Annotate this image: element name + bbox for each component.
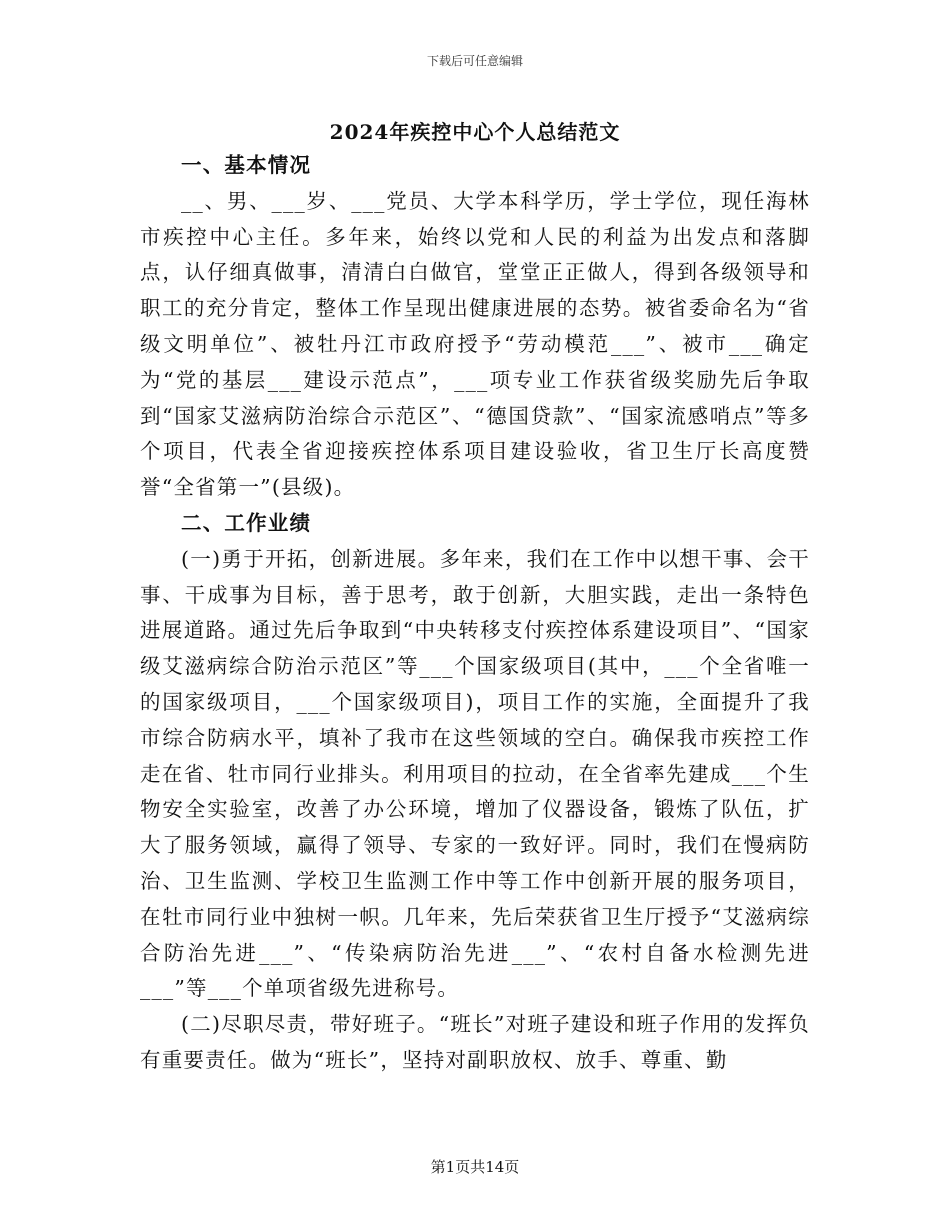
document-body [140,148,810,1079]
page-footer: 第1页共14页 [430,1158,520,1176]
header-note: 下载后可任意编辑 [426,54,523,68]
section-heading-basic-info: 一、基本情况 [181,153,312,177]
paragraph-innovation: (一)勇于开拓，创新进展。多年来，我们在工作中以想干事、会干事、干成事为目标，善于思考，敢于创新，大胆实践，走出一条特色进展道路。通过先后争取到“中央转移支付疾控体系建设项目”、“国家级艾滋病综合防治示范区”等___个国家级项目(其中，___个全省唯一的国家级项目，___个国家级项目)，项目工作的实施，全面提升了我市综合防病水平，填补了我市在这些领域的空白。确保我市疾控工作走在省、牡市同行业排头。利用项目的拉动，在全省率先建成___个生物安全实验室，改善了办公环境，增加了仪器设备，锻炼了队伍，扩大了服务领域，赢得了领导、专家的一致好评。同时，我们在慢病防治、卫生监测、学校卫生监测工作中等工作中创新开展的服务项目，在牡市同行业中独树一帜。几年来，先后荣获省卫生厅授予“艾滋病综合防治先进___”、“传染病防治先进___”、“农村自备水检测先进___”等___个单项省级先进称号。 [140,546,810,1001]
paragraph-leadership: (二)尽职尽责，带好班子。“班长”对班子建设和班子作用的发挥负有重要责任。做为“班长”，坚持对副职放权、放手、尊重、勤 [140,1012,810,1072]
section-heading-achievements: 二、工作业绩 [181,510,312,535]
document-title: 2024年疾控中心个人总结范文 [329,120,621,144]
paragraph-basic-info: __、男、___岁、___党员、大学本科学历，学士学位，现任海林市疾控中心主任。多年来，始终以党和人民的利益为出发点和落脚点，认仔细真做事，清清白白做官，堂堂正正做人，得到各级领导和职工的充分肯定，整体工作呈现出健康进展的态势。被省委命名为“省级文明单位”、被牡丹江市政府授予“劳动模范___”、被市___确定为“党的基层___建设示范点”，___项专业工作获省级奖励先后争取到“国家艾滋病防治综合示范区”、“德国贷款”、“国家流感哨点”等多个项目，代表全省迎接疾控体系项目建设验收，省卫生厅长高度赞誉“全省第一”(县级)。 [140,188,810,500]
